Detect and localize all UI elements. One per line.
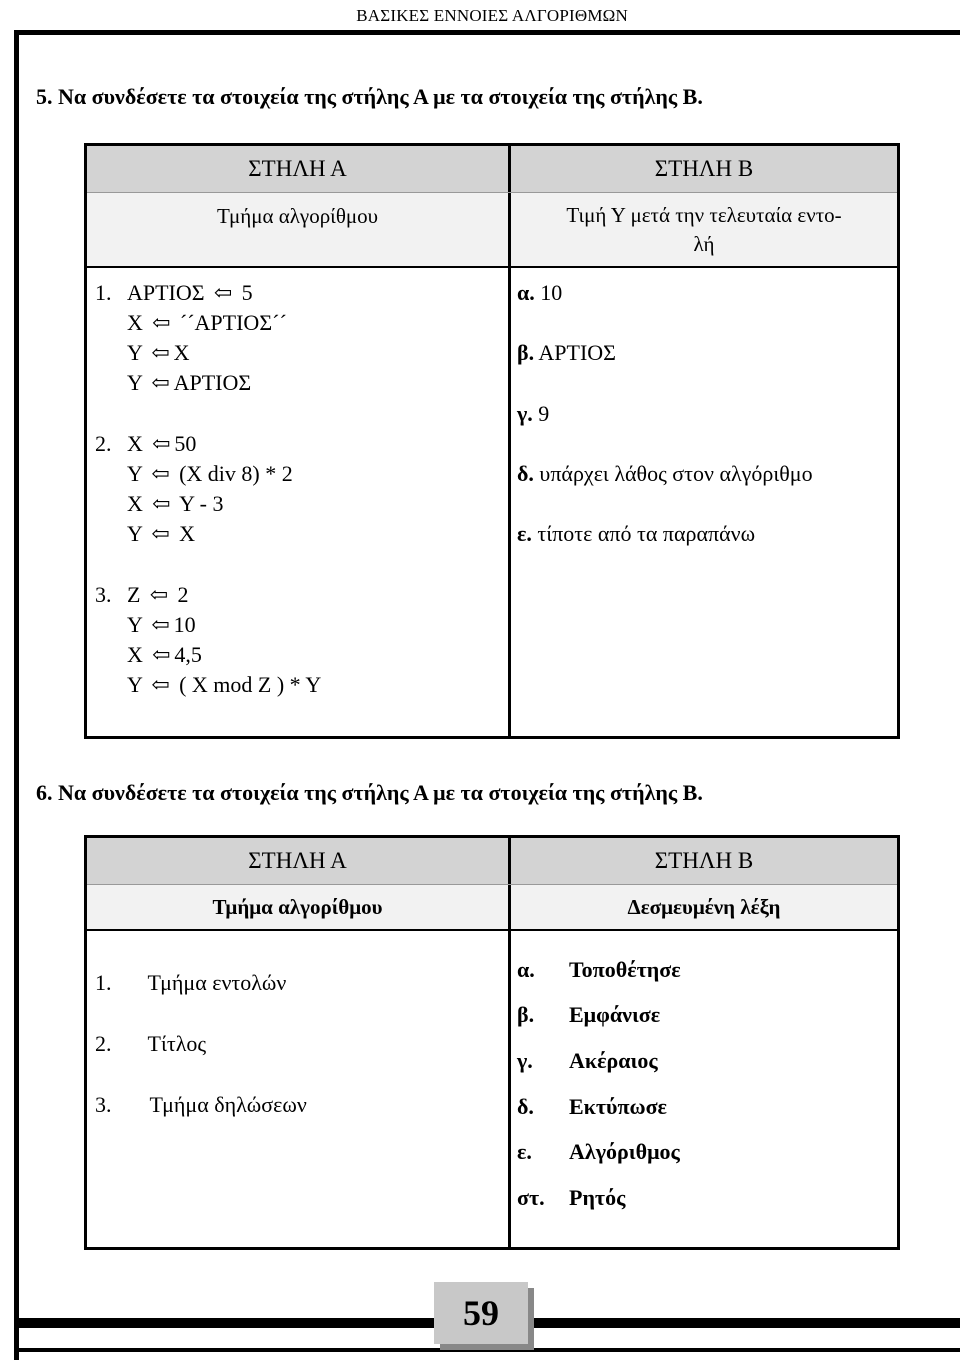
q6-col-b-option-f: στ. Ρητός — [517, 1185, 626, 1210]
assign-arrow-icon: ⇦ — [151, 672, 170, 697]
assign-arrow-icon: ⇦ — [151, 612, 170, 637]
page-header-title: ΒΑΣΙΚΕΣ ΕΝΝΟΙΕΣ ΑΛΓΟΡΙΘΜΩΝ — [356, 6, 628, 25]
q6-col-b-option-d: δ. Εκτύπωσε — [517, 1094, 667, 1119]
algorithm-line: Υ ⇦ ΑΡΤΙΟΣ — [127, 368, 251, 398]
algorithm-line: Υ ⇦ (Χ div 8) * 2 — [127, 459, 293, 489]
assign-arrow-icon: ⇦ — [152, 642, 171, 667]
question-5-title: 5. Να συνδέσετε τα στοιχεία της στήλης Α με τα στοιχεία της στήλης Β. — [36, 84, 703, 109]
q6-col-b-option-b: β. Εμφάνισε — [517, 1002, 661, 1027]
q6-col-a-item-1: 1. Τμήμα εντολών — [95, 970, 287, 995]
q5-subheader-divider — [87, 266, 897, 268]
q5-col-b-option-b: β. ΑΡΤΙΟΣ — [517, 340, 616, 365]
algorithm-line: Υ ⇦ Χ — [127, 338, 189, 368]
q5-col-b-option-d: δ. υπάρχει λάθος στον αλγόριθμο — [517, 461, 813, 486]
q6-col-a-header: ΣΤΗΛΗ Α — [87, 838, 508, 884]
assign-arrow-icon: ⇦ — [152, 310, 171, 335]
q5-col-b-subheader-line2: λή — [693, 232, 715, 256]
q6-subheader-divider — [87, 929, 897, 931]
q5-col-a-header: ΣΤΗΛΗ Α — [87, 146, 508, 192]
q6-col-b-option-a: α. Τοποθέτησε — [517, 957, 681, 982]
q5-col-b-option-a: α. 10 — [517, 280, 563, 305]
algorithm-line: Χ ⇦ Υ - 3 — [127, 489, 223, 519]
assign-arrow-icon: ⇦ — [149, 582, 169, 607]
q5-col-b-option-e: ε. τίποτε από τα παραπάνω — [517, 521, 756, 546]
q6-col-b-header: ΣΤΗΛΗ Β — [511, 838, 897, 884]
assign-arrow-icon: ⇦ — [152, 491, 171, 516]
bottom-rule-thin — [14, 1348, 960, 1352]
q6-col-b-option-c: γ. Ακέραιος — [517, 1048, 658, 1073]
list-item-number: 1. — [95, 280, 112, 305]
page-number: 59 — [463, 1293, 499, 1333]
assign-arrow-icon: ⇦ — [213, 280, 233, 305]
question-6-title: 6. Να συνδέσετε τα στοιχεία της στήλης Α με τα στοιχεία της στήλης Β. — [36, 780, 703, 805]
q6-col-a-item-3: 3. Τμήμα δηλώσεων — [95, 1092, 307, 1117]
q6-col-a-subheader: Τμήμα αλγορίθμου — [87, 885, 508, 929]
list-item-number: 3. — [95, 582, 112, 607]
q5-col-b-subheader — [511, 193, 897, 266]
q5-col-b-header: ΣΤΗΛΗ Β — [511, 146, 897, 192]
algorithm-line: Χ ⇦ 50 — [127, 429, 196, 459]
q5-col-b-option-c: γ. 9 — [517, 401, 550, 426]
list-item-number: 2. — [95, 431, 112, 456]
assign-arrow-icon: ⇦ — [151, 461, 170, 486]
top-rule — [14, 30, 960, 35]
algorithm-line: Υ ⇦ Χ — [127, 519, 195, 549]
q6-col-a-item-2: 2. Τίτλος — [95, 1031, 207, 1056]
left-rule — [14, 30, 19, 1360]
q5-col-a-subheader: Τμήμα αλγορίθμου — [87, 193, 508, 266]
q5-col-b-subheader-line1: Τιμή Υ μετά την τελευταία εντο- — [566, 203, 842, 227]
assign-arrow-icon: ⇦ — [152, 431, 171, 456]
q5-table — [84, 143, 900, 739]
page-number-box — [434, 1282, 528, 1344]
q6-table — [84, 835, 900, 1250]
algorithm-line: Χ ⇦ 4,5 — [127, 640, 202, 670]
assign-arrow-icon: ⇦ — [151, 521, 170, 546]
algorithm-line: Υ ⇦ 10 — [127, 610, 196, 640]
q6-col-b-subheader: Δεσμευμένη λέξη — [511, 885, 897, 929]
algorithm-line: Υ ⇦ ( Χ mod Ζ ) * Υ — [127, 670, 321, 700]
algorithm-line: ΑΡΤΙΟΣ ⇦ 5 — [127, 278, 253, 308]
assign-arrow-icon: ⇦ — [151, 340, 170, 365]
q6-col-b-option-e: ε. Αλγόριθμος — [517, 1139, 680, 1164]
algorithm-line: Χ ⇦ ´´ΑΡΤΙΟΣ´´ — [127, 308, 287, 338]
assign-arrow-icon: ⇦ — [151, 370, 170, 395]
algorithm-line: Ζ ⇦ 2 — [127, 580, 188, 610]
